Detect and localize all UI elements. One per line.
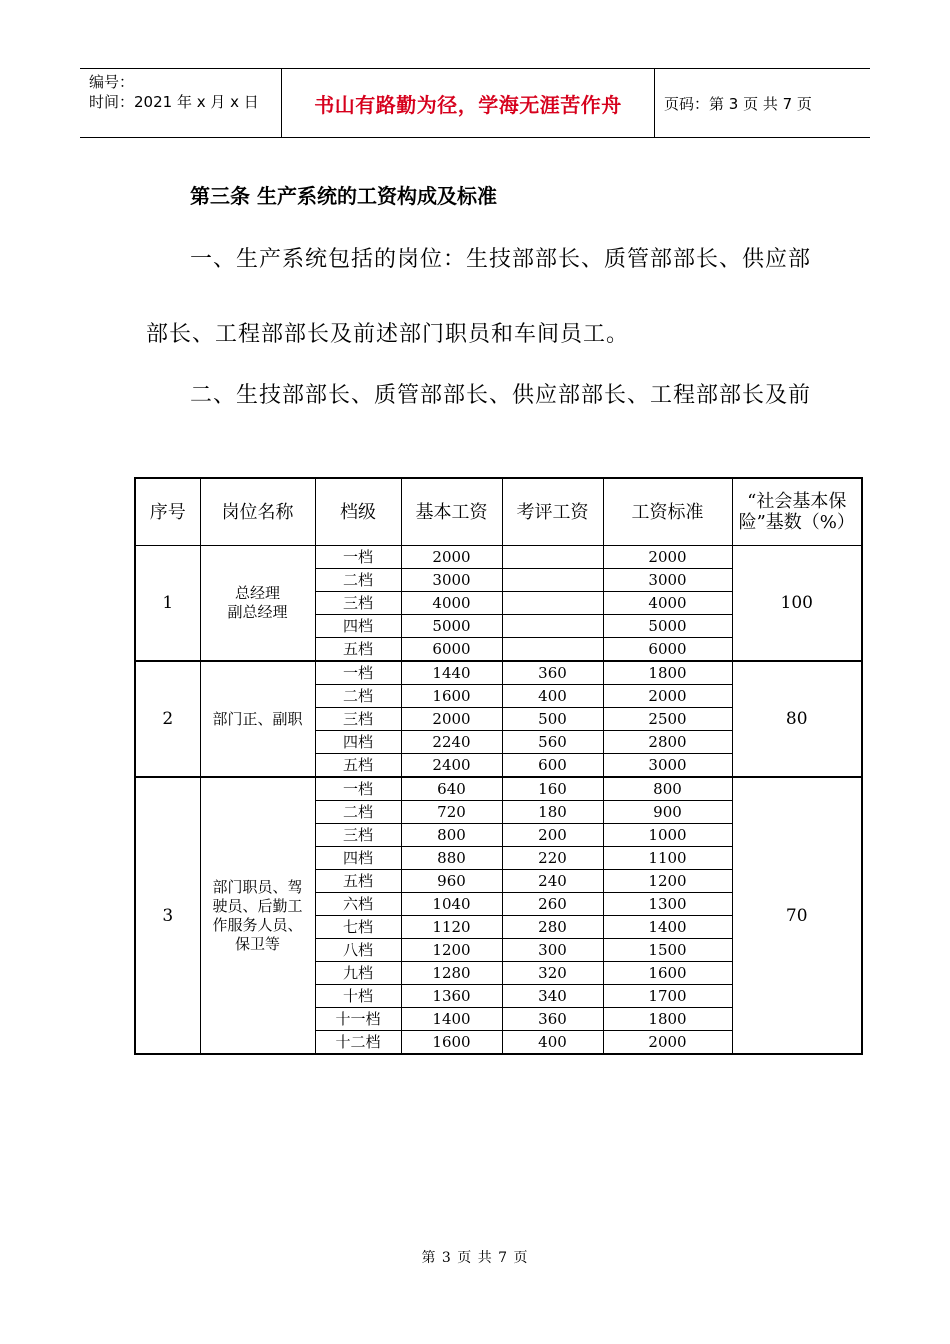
eval-wage-cell: 600 bbox=[502, 754, 603, 778]
article-title: 第三条 生产系统的工资构成及标准 bbox=[190, 184, 497, 208]
standard-wage-cell: 3000 bbox=[603, 569, 732, 592]
table-row bbox=[135, 546, 862, 569]
table-row bbox=[135, 777, 862, 801]
group-insurance: 70 bbox=[732, 777, 862, 1054]
page-label: 页码：第 3 页 共 7 页 bbox=[664, 94, 812, 113]
eval-wage-cell: 400 bbox=[502, 685, 603, 708]
grade-cell: 四档 bbox=[315, 847, 401, 870]
standard-wage-cell: 1800 bbox=[603, 1008, 732, 1031]
table-body bbox=[135, 546, 862, 1055]
basic-wage-cell: 4000 bbox=[401, 592, 502, 615]
page-header bbox=[80, 68, 870, 138]
grade-cell: 二档 bbox=[315, 569, 401, 592]
basic-wage-cell: 880 bbox=[401, 847, 502, 870]
group-insurance: 80 bbox=[732, 661, 862, 777]
eval-wage-cell: 360 bbox=[502, 661, 603, 685]
eval-wage-cell: 300 bbox=[502, 939, 603, 962]
eval-wage-cell bbox=[502, 615, 603, 638]
standard-wage-cell: 1100 bbox=[603, 847, 732, 870]
header-eval: 考评工资 bbox=[502, 478, 603, 546]
grade-cell: 一档 bbox=[315, 777, 401, 801]
paragraph-1-line-2: 部长、工程部部长及前述部门职员和车间员工。 bbox=[146, 322, 630, 347]
grade-cell: 二档 bbox=[315, 801, 401, 824]
header-no: 序号 bbox=[135, 478, 200, 546]
group-number: 3 bbox=[135, 777, 200, 1054]
standard-wage-cell: 2000 bbox=[603, 1031, 732, 1055]
eval-wage-cell bbox=[502, 592, 603, 615]
basic-wage-cell: 6000 bbox=[401, 638, 502, 662]
basic-wage-cell: 5000 bbox=[401, 615, 502, 638]
eval-wage-cell bbox=[502, 569, 603, 592]
standard-wage-cell: 900 bbox=[603, 801, 732, 824]
grade-cell: 十档 bbox=[315, 985, 401, 1008]
page-footer: 第 3 页 共 7 页 bbox=[421, 1250, 529, 1266]
basic-wage-cell: 1360 bbox=[401, 985, 502, 1008]
grade-cell: 五档 bbox=[315, 754, 401, 778]
grade-cell: 十二档 bbox=[315, 1031, 401, 1055]
basic-wage-cell: 1200 bbox=[401, 939, 502, 962]
basic-wage-cell: 2400 bbox=[401, 754, 502, 778]
standard-wage-cell: 3000 bbox=[603, 754, 732, 778]
header-motto bbox=[282, 69, 655, 137]
grade-cell: 四档 bbox=[315, 731, 401, 754]
standard-wage-cell: 6000 bbox=[603, 638, 732, 662]
grade-cell: 四档 bbox=[315, 615, 401, 638]
standard-wage-cell: 2000 bbox=[603, 546, 732, 569]
grade-cell: 三档 bbox=[315, 824, 401, 847]
number-label: 编号： bbox=[89, 73, 135, 91]
standard-wage-cell: 1000 bbox=[603, 824, 732, 847]
grade-cell: 九档 bbox=[315, 962, 401, 985]
basic-wage-cell: 1600 bbox=[401, 685, 502, 708]
eval-wage-cell: 560 bbox=[502, 731, 603, 754]
grade-cell: 三档 bbox=[315, 708, 401, 731]
header-basic: 基本工资 bbox=[401, 478, 502, 546]
standard-wage-cell: 1400 bbox=[603, 916, 732, 939]
paragraph-2-line-1: 二、生技部部长、质管部部长、供应部部长、工程部部长及前 bbox=[190, 383, 812, 408]
basic-wage-cell: 1040 bbox=[401, 893, 502, 916]
basic-wage-cell: 640 bbox=[401, 777, 502, 801]
eval-wage-cell: 220 bbox=[502, 847, 603, 870]
grade-cell: 十一档 bbox=[315, 1008, 401, 1031]
standard-wage-cell: 4000 bbox=[603, 592, 732, 615]
basic-wage-cell: 1400 bbox=[401, 1008, 502, 1031]
eval-wage-cell: 500 bbox=[502, 708, 603, 731]
group-number: 2 bbox=[135, 661, 200, 777]
header-standard: 工资标准 bbox=[603, 478, 732, 546]
group-insurance: 100 bbox=[732, 546, 862, 662]
group-number: 1 bbox=[135, 546, 200, 662]
eval-wage-cell: 340 bbox=[502, 985, 603, 1008]
basic-wage-cell: 800 bbox=[401, 824, 502, 847]
table-header-row bbox=[135, 478, 862, 546]
basic-wage-cell: 1440 bbox=[401, 661, 502, 685]
grade-cell: 五档 bbox=[315, 638, 401, 662]
time-label: 时间：2021 年 x 月 x 日 bbox=[89, 93, 259, 111]
wage-table bbox=[134, 477, 863, 1055]
grade-cell: 二档 bbox=[315, 685, 401, 708]
basic-wage-cell: 2240 bbox=[401, 731, 502, 754]
grade-cell: 七档 bbox=[315, 916, 401, 939]
eval-wage-cell: 180 bbox=[502, 801, 603, 824]
standard-wage-cell: 1200 bbox=[603, 870, 732, 893]
grade-cell: 六档 bbox=[315, 893, 401, 916]
standard-wage-cell: 2500 bbox=[603, 708, 732, 731]
grade-cell: 五档 bbox=[315, 870, 401, 893]
standard-wage-cell: 1300 bbox=[603, 893, 732, 916]
standard-wage-cell: 1700 bbox=[603, 985, 732, 1008]
motto-text: 书山有路勤为径，学海无涯苦作舟 bbox=[314, 92, 622, 117]
standard-wage-cell: 1600 bbox=[603, 962, 732, 985]
header-meta bbox=[80, 69, 282, 137]
header-insurance: “社会基本保险”基数（%） bbox=[732, 478, 862, 546]
header-page bbox=[655, 69, 870, 137]
standard-wage-cell: 1800 bbox=[603, 661, 732, 685]
eval-wage-cell: 400 bbox=[502, 1031, 603, 1055]
header-position: 岗位名称 bbox=[200, 478, 315, 546]
basic-wage-cell: 3000 bbox=[401, 569, 502, 592]
eval-wage-cell: 260 bbox=[502, 893, 603, 916]
standard-wage-cell: 1500 bbox=[603, 939, 732, 962]
basic-wage-cell: 1600 bbox=[401, 1031, 502, 1055]
standard-wage-cell: 2000 bbox=[603, 685, 732, 708]
basic-wage-cell: 720 bbox=[401, 801, 502, 824]
eval-wage-cell: 320 bbox=[502, 962, 603, 985]
standard-wage-cell: 2800 bbox=[603, 731, 732, 754]
grade-cell: 八档 bbox=[315, 939, 401, 962]
grade-cell: 一档 bbox=[315, 546, 401, 569]
basic-wage-cell: 1280 bbox=[401, 962, 502, 985]
paragraph-1-line-1: 一、生产系统包括的岗位：生技部部长、质管部部长、供应部 bbox=[190, 247, 812, 272]
group-position: 部门职员、驾驶员、后勤工作服务人员、保卫等 bbox=[200, 777, 315, 1054]
eval-wage-cell: 360 bbox=[502, 1008, 603, 1031]
basic-wage-cell: 1120 bbox=[401, 916, 502, 939]
standard-wage-cell: 800 bbox=[603, 777, 732, 801]
grade-cell: 一档 bbox=[315, 661, 401, 685]
standard-wage-cell: 5000 bbox=[603, 615, 732, 638]
table-row bbox=[135, 661, 862, 685]
eval-wage-cell: 200 bbox=[502, 824, 603, 847]
basic-wage-cell: 960 bbox=[401, 870, 502, 893]
eval-wage-cell: 280 bbox=[502, 916, 603, 939]
eval-wage-cell: 240 bbox=[502, 870, 603, 893]
eval-wage-cell bbox=[502, 546, 603, 569]
eval-wage-cell bbox=[502, 638, 603, 662]
group-position: 部门正、副职 bbox=[200, 661, 315, 777]
basic-wage-cell: 2000 bbox=[401, 708, 502, 731]
header-grade: 档级 bbox=[315, 478, 401, 546]
grade-cell: 三档 bbox=[315, 592, 401, 615]
eval-wage-cell: 160 bbox=[502, 777, 603, 801]
group-position: 总经理 副总经理 bbox=[200, 546, 315, 662]
basic-wage-cell: 2000 bbox=[401, 546, 502, 569]
